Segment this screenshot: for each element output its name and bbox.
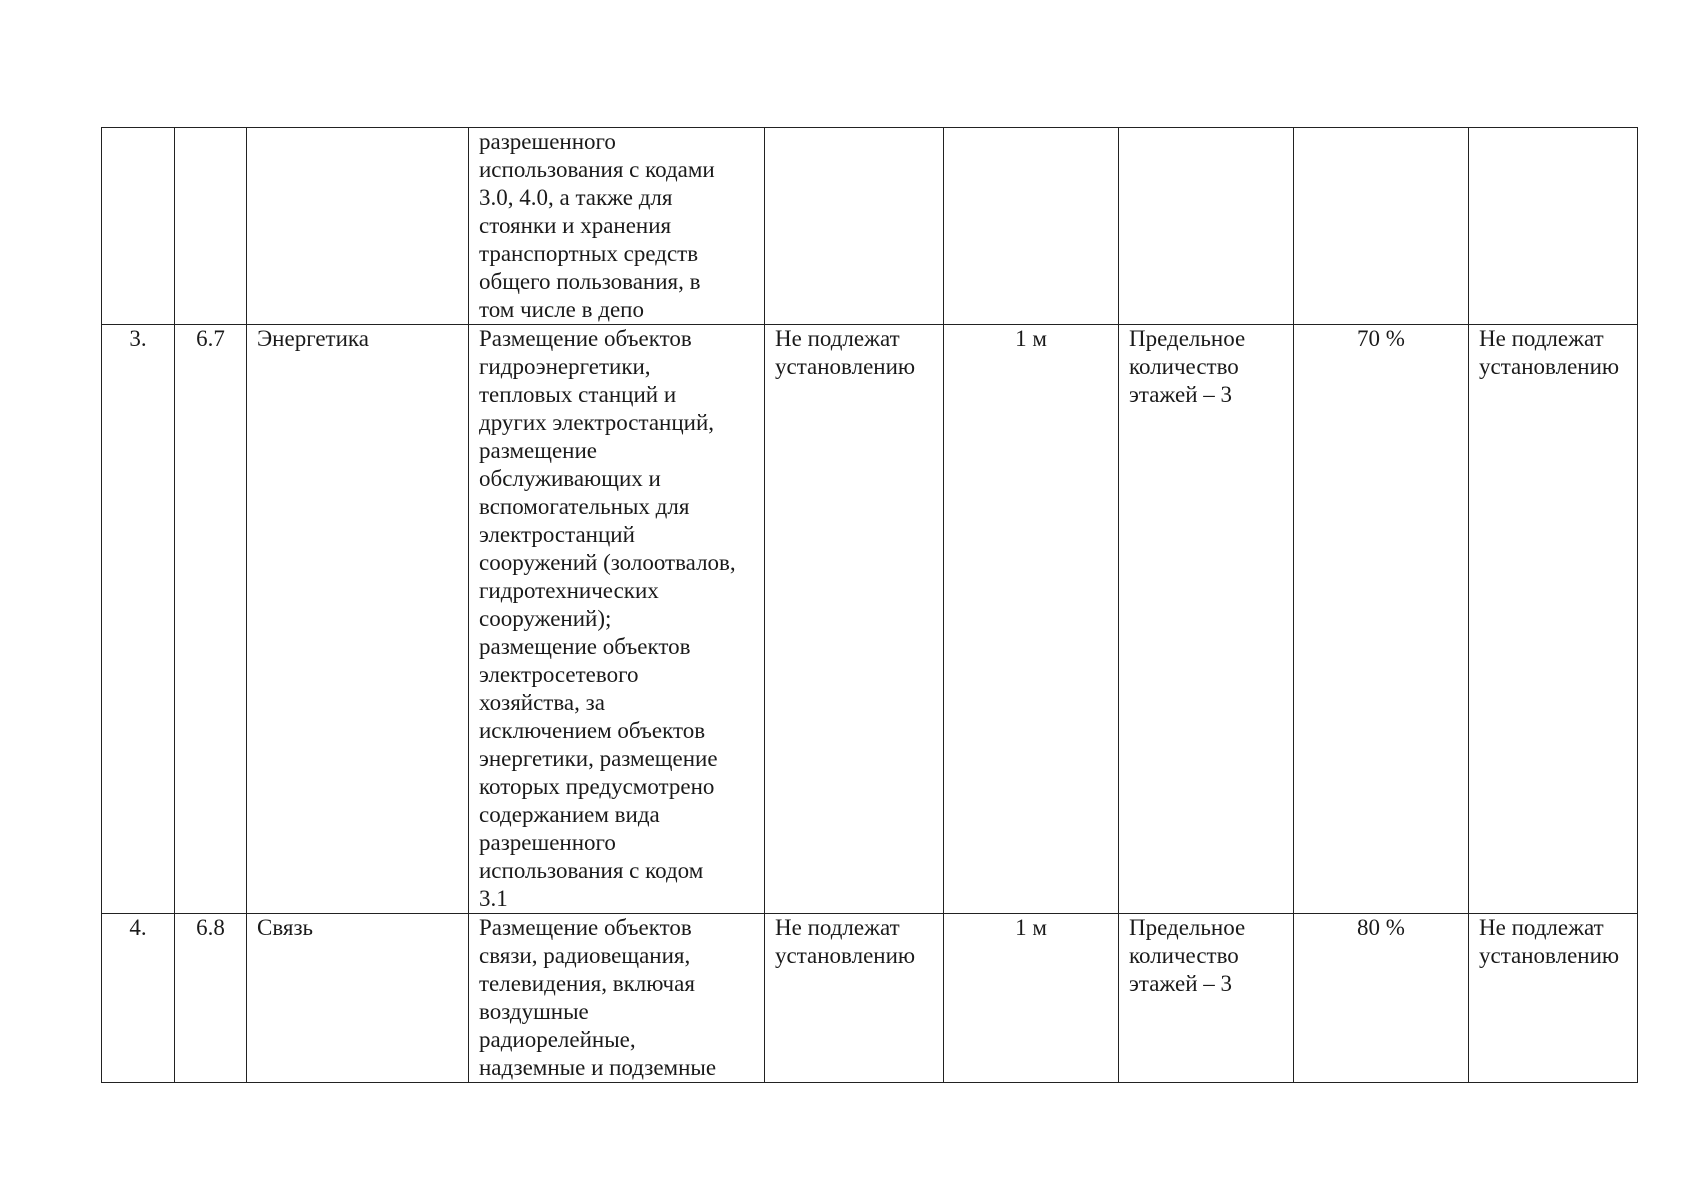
parameter-cell-7: Предельное количество этажей – 3 <box>1119 914 1294 1083</box>
use-code-cell: 6.8 <box>175 914 247 1083</box>
parameter-cell-7: Предельное количество этажей – 3 <box>1119 325 1294 914</box>
parameter-cell-7 <box>1119 128 1294 325</box>
parameter-cell-9: Не подлежат установлению <box>1469 914 1638 1083</box>
table-row <box>102 128 1638 325</box>
use-code-cell <box>175 128 247 325</box>
land-use-table <box>101 127 1638 1083</box>
use-name-cell: Энергетика <box>247 325 469 914</box>
row-number-cell: 3. <box>102 325 175 914</box>
row-number-cell <box>102 128 175 325</box>
use-description-cell: Размещение объектов гидроэнергетики, тепловых станций и других электростанций, размещение обслуживающих и вспомогательных для электростанций сооружений (золоотвалов, гидротехнических сооружений); размещение объектов электросетевого хозяйства, за исключением объектов энергетики, размещение которых предусмотрено содержанием вида разрешенного использования с кодом 3.1 <box>469 325 765 914</box>
parameter-cell-8: 70 % <box>1294 325 1469 914</box>
parameter-cell-6: 1 м <box>944 914 1119 1083</box>
use-description-cell: разрешенного использования с кодами 3.0, 4.0, а также для стоянки и хранения транспортных средств общего пользования, в том числе в депо <box>469 128 765 325</box>
parameter-cell-5 <box>765 128 944 325</box>
use-name-cell <box>247 128 469 325</box>
parameter-cell-6: 1 м <box>944 325 1119 914</box>
table-row <box>102 325 1638 914</box>
use-description-cell: Размещение объектов связи, радиовещания, телевидения, включая воздушные радиорелейные, надземные и подземные <box>469 914 765 1083</box>
parameter-cell-9 <box>1469 128 1638 325</box>
parameter-cell-9: Не подлежат установлению <box>1469 325 1638 914</box>
use-name-cell: Связь <box>247 914 469 1083</box>
table-row <box>102 914 1638 1083</box>
parameter-cell-6 <box>944 128 1119 325</box>
parameter-cell-5: Не подлежат установлению <box>765 914 944 1083</box>
use-code-cell: 6.7 <box>175 325 247 914</box>
row-number-cell: 4. <box>102 914 175 1083</box>
parameter-cell-8: 80 % <box>1294 914 1469 1083</box>
parameter-cell-5: Не подлежат установлению <box>765 325 944 914</box>
parameter-cell-8 <box>1294 128 1469 325</box>
